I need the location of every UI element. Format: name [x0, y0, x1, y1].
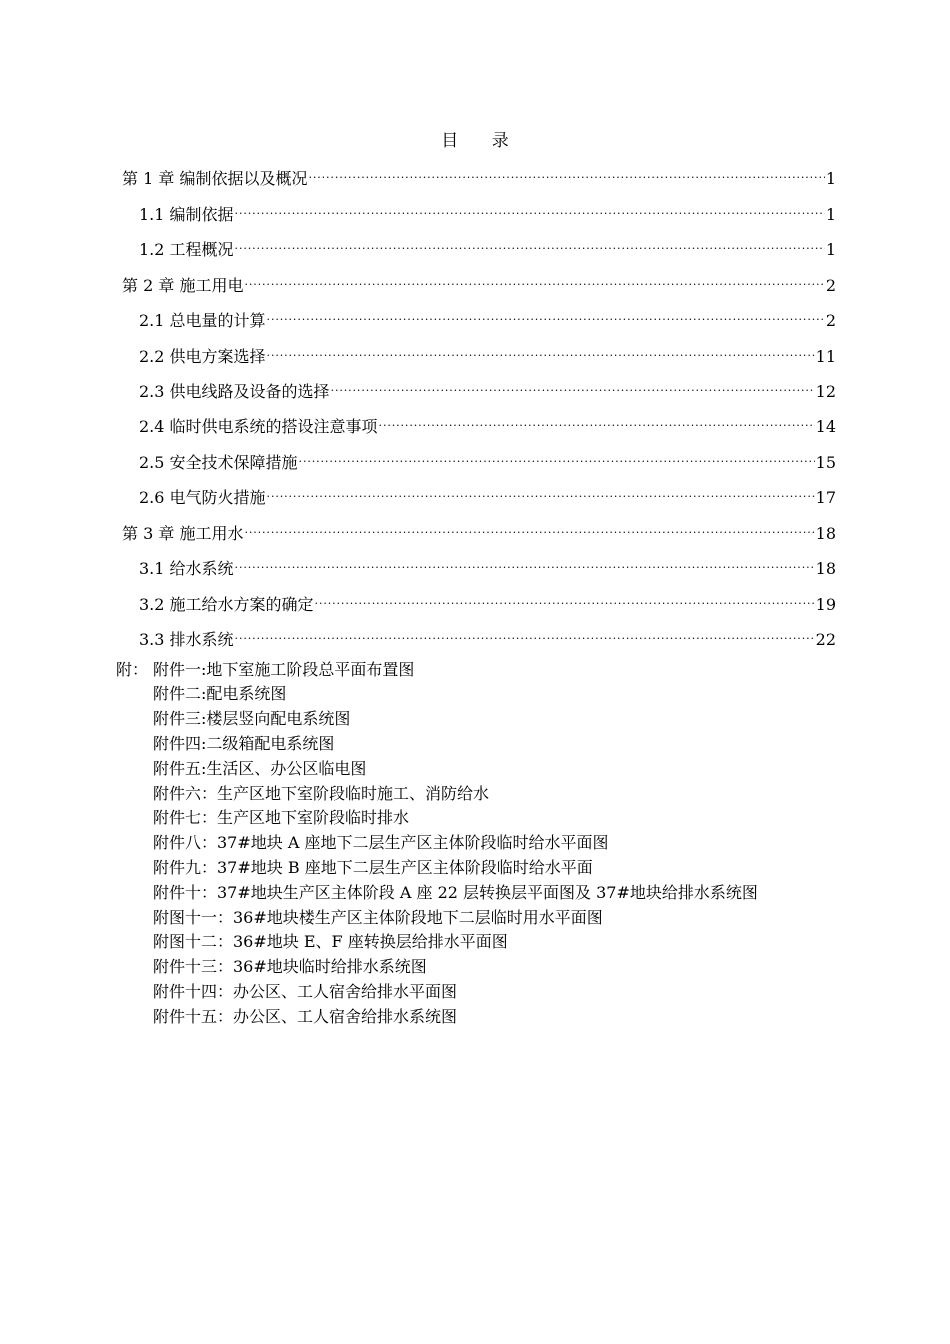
- toc-entry-page: 1: [825, 169, 836, 188]
- toc-entry-label: 2.1 总电量的计算: [139, 311, 266, 330]
- attachment-item: 附件四:二级箱配电系统图: [153, 734, 335, 753]
- toc-entry-label: 3.2 施工给水方案的确定: [139, 595, 314, 614]
- toc-entry-page: 2: [825, 276, 836, 295]
- toc-entry-label: 2.3 供电线路及设备的选择: [139, 382, 330, 401]
- dot-leader: [267, 302, 825, 326]
- dot-leader: [331, 373, 815, 397]
- toc-entry-page: 18: [815, 559, 836, 578]
- dot-leader: [315, 586, 815, 610]
- attachment-item: 附件八：37#地块 A 座地下二层生产区主体阶段临时给水平面图: [153, 833, 609, 852]
- toc-entry-2-6[interactable]: [139, 479, 836, 507]
- attachment-item: 附件九：37#地块 B 座地下二层生产区主体阶段临时给水平面: [153, 858, 593, 877]
- toc-entry-2-2[interactable]: [139, 338, 836, 366]
- dot-leader: [235, 196, 825, 220]
- attachments-prefix: 附：: [116, 660, 149, 679]
- dot-leader: [235, 550, 815, 574]
- toc-entry-page: 12: [815, 382, 836, 401]
- toc-entry-page: 18: [815, 524, 836, 543]
- attachment-item: 附件七：生产区地下室阶段临时排水: [153, 808, 410, 827]
- toc-entry-2-1[interactable]: [139, 302, 836, 330]
- toc-entry-page: 11: [815, 347, 836, 366]
- attachment-item: 附图十二：36#地块 E、F 座转换层给排水平面图: [153, 932, 508, 951]
- dot-leader: [267, 338, 815, 362]
- dot-leader: [267, 479, 815, 503]
- attachment-item: 附件十三：36#地块临时给排水系统图: [153, 957, 427, 976]
- toc-entry-3-1[interactable]: [139, 550, 836, 578]
- attachment-item: 附件五:生活区、办公区临电图: [153, 759, 367, 778]
- dot-leader: [235, 231, 825, 255]
- toc-entry-page: 1: [825, 205, 836, 224]
- attachment-item: 附件十四：办公区、工人宿舍给排水平面图: [153, 982, 458, 1001]
- attachment-item: 附件十五：办公区、工人宿舍给排水系统图: [153, 1007, 458, 1026]
- toc-entry-label: 2.5 安全技术保障措施: [139, 453, 298, 472]
- toc-entry-label: 第 2 章 施工用电: [122, 276, 244, 295]
- toc-entry-label: 2.4 临时供电系统的搭设注意事项: [139, 417, 378, 436]
- toc-entry-label: 3.3 排水系统: [139, 630, 234, 649]
- dot-leader: [244, 267, 824, 291]
- toc-entry-page: 22: [815, 630, 836, 649]
- attachment-item: 附件一:地下室施工阶段总平面布置图: [153, 660, 415, 679]
- toc-entry-2-5[interactable]: [139, 444, 836, 472]
- toc-entry-1-2[interactable]: [139, 231, 836, 259]
- attachment-item: 附图十一：36#地块楼生产区主体阶段地下二层临时用水平面图: [153, 908, 603, 927]
- dot-leader: [379, 408, 815, 432]
- dot-leader: [235, 621, 815, 645]
- toc-entry-page: 14: [815, 417, 836, 436]
- attachment-item: 附件三:楼层竖向配电系统图: [153, 709, 351, 728]
- dot-leader: [308, 160, 824, 184]
- toc-entry-label: 第 3 章 施工用水: [122, 524, 244, 543]
- toc-entry-label: 3.1 给水系统: [139, 559, 234, 578]
- toc-entry-page: 1: [825, 240, 836, 259]
- toc-entry-2-4[interactable]: [139, 408, 836, 436]
- toc-entry-page: 2: [825, 311, 836, 330]
- toc-title: 目 录: [441, 131, 523, 151]
- dot-leader: [299, 444, 815, 468]
- attachment-item: 附件六：生产区地下室阶段临时施工、消防给水: [153, 784, 490, 803]
- toc-entry-label: 1.2 工程概况: [139, 240, 234, 259]
- toc-entry-label: 第 1 章 编制依据以及概况: [122, 169, 308, 188]
- toc-entry-3-3[interactable]: [139, 621, 836, 649]
- toc-entry-chapter-1[interactable]: [122, 160, 836, 188]
- toc-entry-2-3[interactable]: [139, 373, 836, 401]
- toc-entry-1-1[interactable]: [139, 196, 836, 224]
- toc-entry-page: 17: [815, 488, 836, 507]
- toc-entry-label: 1.1 编制依据: [139, 205, 234, 224]
- toc-entry-label: 2.6 电气防火措施: [139, 488, 266, 507]
- toc-entry-page: 19: [815, 595, 836, 614]
- toc-entry-chapter-3[interactable]: [122, 515, 836, 543]
- toc-entry-label: 2.2 供电方案选择: [139, 347, 266, 366]
- toc-entry-chapter-2[interactable]: [122, 267, 836, 295]
- attachment-item: 附件十：37#地块生产区主体阶段 A 座 22 层转换层平面图及 37#地块给排水系统图: [153, 883, 758, 902]
- dot-leader: [244, 515, 814, 539]
- toc-entry-page: 15: [815, 453, 836, 472]
- attachment-item: 附件二:配电系统图: [153, 684, 287, 703]
- toc-entry-3-2[interactable]: [139, 586, 836, 614]
